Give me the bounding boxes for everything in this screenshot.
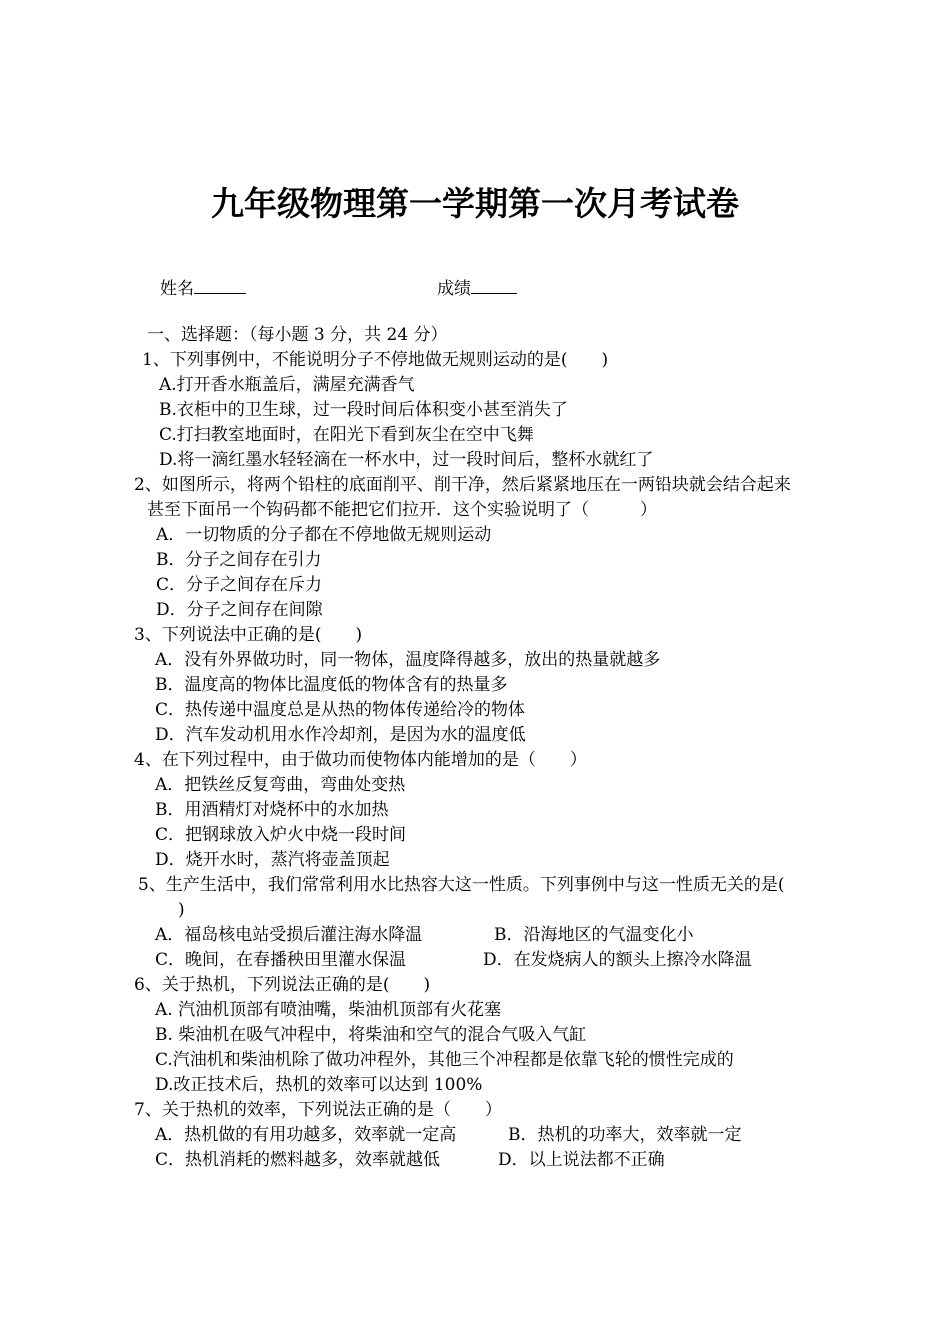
q2-option-a[interactable]: A．一切物质的分子都在不停地做无规则运动 xyxy=(156,525,492,545)
q1-option-a[interactable]: A.打开香水瓶盖后，满屋充满香气 xyxy=(159,375,415,395)
q3-option-d[interactable]: D．汽车发动机用水作冷却剂，是因为水的温度低 xyxy=(155,725,526,745)
section-heading: 一、选择题：（每小题 3 分，共 24 分） xyxy=(147,325,448,345)
q4-option-d[interactable]: D．烧开水时，蒸汽将壶盖顶起 xyxy=(155,850,390,870)
q2-stem-line1: 2、如图所示，将两个铅柱的底面削平、削干净，然后紧紧地压在一两铅块就会结合起来 xyxy=(134,475,791,495)
q4-option-b[interactable]: B．用酒精灯对烧杯中的水加热 xyxy=(155,800,389,820)
q7-option-b[interactable]: B．热机的功率大，效率就一定 xyxy=(508,1125,742,1145)
q4-option-a[interactable]: A．把铁丝反复弯曲，弯曲处变热 xyxy=(155,775,406,795)
q3-option-c[interactable]: C．热传递中温度总是从热的物体传递给冷的物体 xyxy=(155,700,526,720)
q7-option-d[interactable]: D．以上说法都不正确 xyxy=(498,1150,665,1170)
q7-option-c[interactable]: C．热机消耗的燃料越多，效率就越低 xyxy=(155,1150,441,1170)
name-label: 姓名 xyxy=(160,279,194,299)
q5-stem-line1: 5、生产生活中，我们常常利用水比热容大这一性质。下列事例中与这一性质无关的是( xyxy=(138,875,785,895)
q1-option-d[interactable]: D.将一滴红墨水轻轻滴在一杯水中，过一段时间后，整杯水就红了 xyxy=(159,450,654,470)
score-blank[interactable] xyxy=(471,277,517,294)
q3-option-a[interactable]: A．没有外界做功时，同一物体，温度降得越多，放出的热量就越多 xyxy=(155,650,661,670)
score-field xyxy=(437,274,517,299)
q2-stem-line2: 甚至下面吊一个钩码都不能把它们拉开．这个实验说明了（ ） xyxy=(147,500,657,520)
q4-option-c[interactable]: C．把钢球放入炉火中烧一段时间 xyxy=(155,825,407,845)
q1-option-b[interactable]: B.衣柜中的卫生球，过一段时间后体积变小甚至消失了 xyxy=(159,400,568,420)
q5-option-c[interactable]: C．晚间，在春播秧田里灌水保温 xyxy=(155,950,407,970)
q6-option-d[interactable]: D.改正技术后，热机的效率可以达到 100% xyxy=(155,1075,483,1095)
score-label: 成绩 xyxy=(437,279,471,299)
q6-option-a[interactable]: A. 汽油机顶部有喷油嘴，柴油机顶部有火花塞 xyxy=(155,1000,502,1020)
q2-option-c[interactable]: C．分子之间存在斥力 xyxy=(156,575,323,595)
q7-option-a[interactable]: A．热机做的有用功越多，效率就一定高 xyxy=(155,1125,457,1145)
q5-option-a[interactable]: A．福岛核电站受损后灌注海水降温 xyxy=(155,925,423,945)
q3-option-b[interactable]: B．温度高的物体比温度低的物体含有的热量多 xyxy=(155,675,508,695)
name-blank[interactable] xyxy=(194,277,246,294)
q6-option-b[interactable]: B. 柴油机在吸气冲程中，将柴油和空气的混合气吸入气缸 xyxy=(155,1025,587,1045)
q5-option-b[interactable]: B．沿海地区的气温变化小 xyxy=(494,925,694,945)
q5-stem-line2: ) xyxy=(178,900,185,920)
q2-option-d[interactable]: D．分子之间存在间隙 xyxy=(156,600,323,620)
q3-stem: 3、下列说法中正确的是( ) xyxy=(134,625,363,645)
q6-option-c[interactable]: C.汽油机和柴油机除了做功冲程外，其他三个冲程都是依靠飞轮的惯性完成的 xyxy=(155,1050,734,1070)
q1-option-c[interactable]: C.打扫教室地面时，在阳光下看到灰尘在空中飞舞 xyxy=(159,425,534,445)
q4-stem: 4、在下列过程中，由于做功而使物体内能增加的是（ ） xyxy=(134,750,587,770)
q2-option-b[interactable]: B．分子之间存在引力 xyxy=(156,550,322,570)
page-title: 九年级物理第一学期第一次月考试卷 xyxy=(211,184,739,223)
q1-stem: 1、下列事例中，不能说明分子不停地做无规则运动的是( ) xyxy=(142,350,609,370)
q5-option-d[interactable]: D．在发烧病人的额头上擦冷水降温 xyxy=(483,950,752,970)
name-field xyxy=(160,274,246,299)
q6-stem: 6、关于热机，下列说法正确的是( ) xyxy=(134,975,431,995)
q7-stem: 7、关于热机的效率，下列说法正确的是（ ） xyxy=(134,1100,502,1120)
